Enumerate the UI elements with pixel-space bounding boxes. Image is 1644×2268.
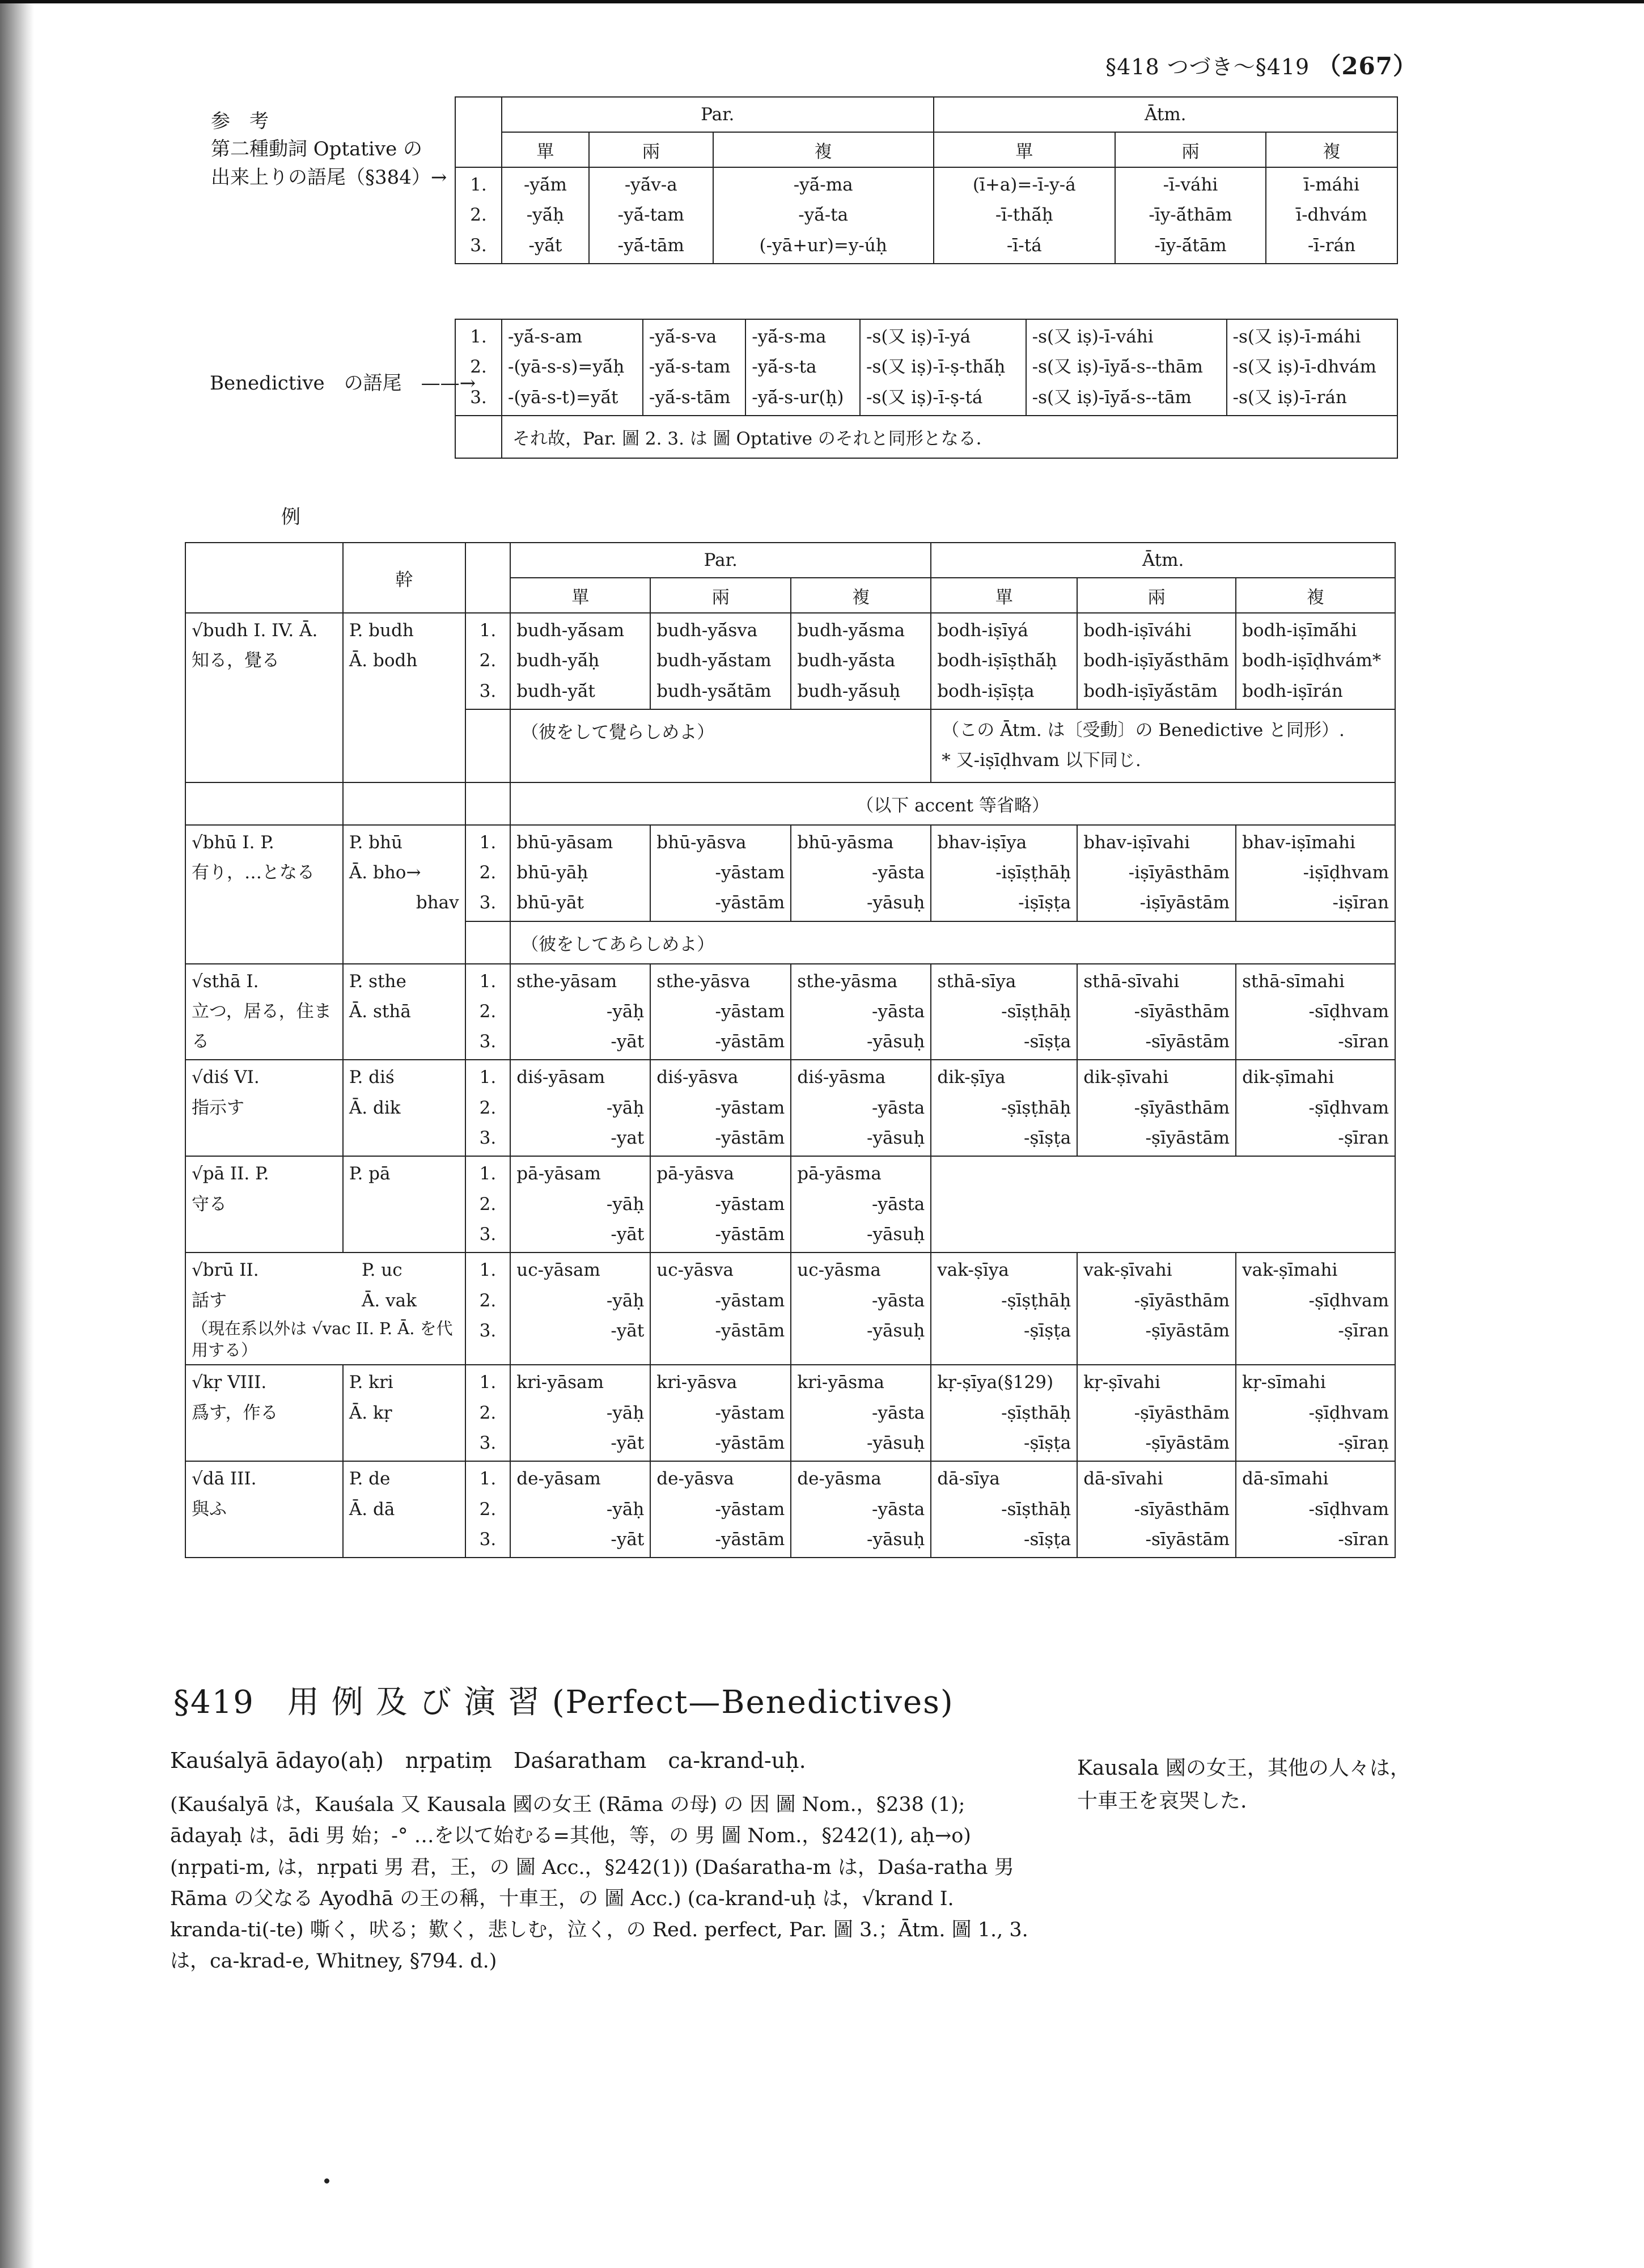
table-cell: bhū-yāsva -yāstam -yāstām — [650, 825, 791, 921]
table-cell: uc-yāsam -yāḥ -yāt — [510, 1253, 650, 1365]
blank-cell — [465, 921, 511, 964]
table-cell: budh-yā́sam budh-yā́ḥ budh-yā́t — [510, 613, 650, 709]
table-cell: sthā-sīya -sīṣṭhāḥ -sīṣṭa — [931, 964, 1077, 1060]
header-section: §418 つづき〜§419 — [1105, 54, 1310, 79]
root-cell: √budh I. IV. Ā. 知る，覺る — [185, 613, 343, 782]
table-cell: -yā́-s-ma -yā́-s-ta -yā́-s-ur(ḥ) — [745, 319, 860, 416]
sg-head: 單 — [510, 578, 650, 613]
pl-head: 複 — [713, 132, 934, 167]
table-cell: bodh-iṣīmā́hi bodh-iṣīḍhvám* bodh-iṣīrán — [1236, 613, 1395, 709]
atm-note: （この Ātm. は〔受動〕の Benedictive と同形）. * 又-iṣīḍhvam 以下同じ. — [931, 709, 1395, 782]
root-cell: √bhū I. P. 有り，…となる — [185, 825, 343, 964]
table-cell: sthā-sīvahi -sīyāsthām -sīyāstām — [1077, 964, 1236, 1060]
example-row-bhu — [185, 825, 1395, 921]
table-cell: budh-yā́sma budh-yā́sta budh-yā́suḥ — [791, 613, 931, 709]
examples-table — [185, 542, 1396, 1558]
table-cell: kri-yāsam -yāḥ -yāt — [510, 1365, 650, 1461]
stem-cell: P. de Ā. dā — [343, 1461, 465, 1558]
pl-head: 複 — [791, 578, 931, 613]
sg-head: 單 — [502, 132, 589, 167]
ref-line-2: 第二種動詞 Optative の — [211, 138, 423, 161]
table-cell: -yā́v-a -yā́-tam -yā́-tām — [589, 167, 713, 264]
example-row-kr — [185, 1365, 1395, 1461]
table-cell: bodh-iṣīyá bodh-iṣīṣthā́ḥ bodh-iṣīṣṭa — [931, 613, 1077, 709]
root-stem-cell — [185, 1253, 465, 1365]
ref-line-3: 出来上りの語尾（§384）→ — [211, 166, 447, 189]
person-numbers: 1. 2. 3. — [455, 319, 502, 416]
table-cell: (ī+a)=-ī-y-á -ī-thā́ḥ -ī-tá — [934, 167, 1115, 264]
root-cell: √sthā I. 立つ，居る，住まる — [185, 964, 343, 1060]
table-cell: kṛ-ṣīya(§129) -ṣīṣthāḥ -ṣīṣṭa — [931, 1365, 1077, 1461]
person-numbers: 1. 2. 3. — [465, 1060, 511, 1156]
top-rule — [0, 0, 1644, 3]
table-cell: bhav-iṣīvahi -iṣīyāsthām -iṣīyāstām — [1077, 825, 1236, 921]
table-cell: bhav-iṣīya -iṣīṣṭhāḥ -iṣīṣṭa — [931, 825, 1077, 921]
table-cell: pā-yāsva -yāstam -yāstām — [650, 1156, 791, 1253]
pl-head: 複 — [1236, 578, 1395, 613]
table-cell: sthā-sīmahi -sīḍhvam -sīran — [1236, 964, 1395, 1060]
page-number: （267） — [1317, 52, 1417, 80]
root-cell: √kṛ VIII. 爲す，作る — [185, 1365, 343, 1461]
table-cell: -yā́-s-va -yā́-s-tam -yā́-s-tām — [643, 319, 745, 416]
person-numbers: 1. 2. 3. — [465, 1156, 511, 1253]
person-numbers: 1. 2. 3. — [465, 613, 511, 709]
table-cell: vak-ṣīmahi -ṣīḍhvam -ṣīran — [1236, 1253, 1395, 1365]
stem-cell: P. diś Ā. dik — [343, 1060, 465, 1156]
table-cell: dā-sīya -sīṣthāḥ -sīṣṭa — [931, 1461, 1077, 1558]
table-cell: uc-yāsma -yāsta -yāsuḥ — [791, 1253, 931, 1365]
table-cell: bhav-iṣīmahi -iṣīḍhvam -iṣīran — [1236, 825, 1395, 921]
du-head: 兩 — [650, 578, 791, 613]
num-head — [465, 543, 511, 613]
table-cell: bhū-yāsma -yāsta -yāsuḥ — [791, 825, 931, 921]
example-row-bru — [185, 1253, 1395, 1365]
sg-head: 單 — [931, 578, 1077, 613]
table-cell: -s(又 iṣ)-ī-váhi -s(又 iṣ)-īyā́-s--thām -s(又 iṣ)-īyā́-s--tām — [1026, 319, 1227, 416]
optative-table — [455, 96, 1398, 264]
reference-label — [211, 108, 447, 192]
table-cell: de-yāsam -yāḥ -yāt — [510, 1461, 650, 1558]
person-numbers: 1. 2. 3. — [465, 825, 511, 921]
example-label: 例 — [281, 506, 300, 528]
accent-note: （以下 accent 等省略） — [510, 782, 1395, 825]
par-note: （彼をして覺らしめよ） — [510, 709, 931, 782]
blank-head — [455, 97, 502, 167]
person-numbers: 1. 2. 3. — [465, 1461, 511, 1558]
pl-head: 複 — [1266, 132, 1397, 167]
person-numbers: 1. 2. 3. — [465, 1253, 511, 1365]
table-cell: diś-yāsma -yāsta -yāsuḥ — [791, 1060, 931, 1156]
table-cell: -yā́m -yā́ḥ -yā́t — [502, 167, 589, 264]
stem-cell: P. sthe Ā. sthā — [343, 964, 465, 1060]
blank-cell — [343, 782, 465, 825]
commentary: (Kauśalyā は，Kauśala 又 Kausala 國の女王 (Rāma の母) の 因 圖 Nom.，§238 (1); ādayaḥ は，ādi 男 始；-° …を以て始むる=其他，等，の 男 圖 Nom.，§242(1), aḥ→o) (nṛpati-m, は，nṛpati 男 君，王，の 圖 Acc.，§242(1)) (Daśaratha-m は，Daśa-ratha 男 Rāma の父なる Ayodhā の王の稱，十車王，の 圖 Acc.) (ca-krand-uḥ は，√krand I. kranda-ti(-te) 嘶く，吠る；歎く，悲しむ，泣く，の Red. perfect, Par. 圖 3.；Ātm. 圖 1., 3. は，ca-krad-e, Whitney, §794. d.) — [170, 1793, 1028, 1973]
table-cell: vak-ṣīvahi -ṣīyāsthām -ṣīyāstām — [1077, 1253, 1236, 1365]
root-cell: √pā II. P. 守る — [185, 1156, 343, 1253]
person-numbers: 1. 2. 3. — [465, 1365, 511, 1461]
stray-dot — [324, 2178, 329, 2184]
example-row-stha — [185, 964, 1395, 1060]
stem-head: 幹 — [343, 543, 465, 613]
table-cell: -ī-váhi -īy-ā́thām -īy-ā́tām — [1115, 167, 1266, 264]
example-row-pa — [185, 1156, 1395, 1253]
par-head: Par. — [502, 97, 934, 132]
par-note: （彼をしてあらしめよ） — [510, 921, 1395, 964]
table-cell: dik-ṣīmahi -ṣīḍhvam -ṣīran — [1236, 1060, 1395, 1156]
ref-line-1: 参 考 — [211, 110, 269, 133]
root-cell: √diś VI. 指示す — [185, 1060, 343, 1156]
table-cell: bhū-yāsam bhū-yāḥ bhū-yāt — [510, 825, 650, 921]
running-header — [1105, 48, 1417, 82]
example-sentence: Kauśalyā ādayo(aḥ) nṛpatiṃ Daśaratham ca-krand-uḥ. — [170, 1748, 806, 1773]
stem-cell: P. pā — [343, 1156, 465, 1253]
table-cell: kṛ-sīmahi -ṣīḍhvam -ṣīraṇ — [1236, 1365, 1395, 1461]
table-cell: uc-yāsva -yāstam -yāstām — [650, 1253, 791, 1365]
root-head — [185, 543, 343, 613]
benedictive-table — [455, 319, 1398, 459]
table-cell: kri-yāsva -yāstam -yāstām — [650, 1365, 791, 1461]
table-cell: kṛ-ṣīvahi -ṣīyāsthām -ṣīyāstām — [1077, 1365, 1236, 1461]
table-cell: dik-ṣīvahi -ṣīyāsthām -ṣīyāstām — [1077, 1060, 1236, 1156]
table-cell: -s(又 iṣ)-ī-máhi -s(又 iṣ)-ī-dhvám -s(又 iṣ)-ī-rán — [1227, 319, 1397, 416]
translation: Kausala 國の女王，其他の人々は，十車王を哀哭した. — [1077, 1757, 1410, 1813]
du-head: 兩 — [1077, 578, 1236, 613]
table-cell: kri-yāsma -yāsta -yāsuḥ — [791, 1365, 931, 1461]
du-head: 兩 — [1115, 132, 1266, 167]
table-cell: -yā́-s-am -(yā-s-s)=yā́ḥ -(yā-s-t)=yā́t — [502, 319, 643, 416]
table-cell: pā-yāsma -yāsta -yāsuḥ — [791, 1156, 931, 1253]
blank-cell — [465, 709, 511, 782]
table-cell: sthe-yāsma -yāsta -yāsuḥ — [791, 964, 931, 1060]
root-cell: √dā III. 與ふ — [185, 1461, 343, 1558]
table-cell: bodh-iṣīváhi bodh-iṣīyā́sthām bodh-iṣīyā́stām — [1077, 613, 1236, 709]
table-cell: dik-ṣīya -ṣīṣṭhāḥ -ṣīṣṭa — [931, 1060, 1077, 1156]
table-cell: dā-sīvahi -sīyāsthām -sīyāstām — [1077, 1461, 1236, 1558]
page-gutter-shadow — [0, 0, 34, 2268]
blank-cell — [185, 782, 343, 825]
blank-cell — [455, 416, 502, 458]
benedictive-note: それ故，Par. 圖 2. 3. は 圖 Optative のそれと同形となる． — [502, 416, 1397, 458]
table-cell: dā-sīmahi -sīḍhvam -sīran — [1236, 1461, 1395, 1558]
empty-atm-cell — [931, 1156, 1395, 1253]
table-cell: de-yāsva -yāstam -yāstām — [650, 1461, 791, 1558]
table-cell: de-yāsma -yāsta -yāsuḥ — [791, 1461, 931, 1558]
suppletion-note: （現在系以外は √vac II. P. Ā. を代用する） — [192, 1318, 453, 1360]
stem-cell: P. budh Ā. bodh — [343, 613, 465, 782]
table-cell: sthe-yāsva -yāstam -yāstām — [650, 964, 791, 1060]
example-row-dis — [185, 1060, 1395, 1156]
blank-cell — [465, 782, 511, 825]
table-cell: -s(又 iṣ)-ī-yá -s(又 iṣ)-ī-ṣ-thā́ḥ -s(又 iṣ)-ī-ṣ-tá — [860, 319, 1026, 416]
stem-cell: P. bhū Ā. bho→ bhav — [343, 825, 465, 964]
atm-head: Ātm. — [934, 97, 1397, 132]
stem-cell: P. uc Ā. vak — [362, 1260, 417, 1311]
table-cell: pā-yāsam -yāḥ -yāt — [510, 1156, 650, 1253]
par-head: Par. — [510, 543, 931, 578]
stem-cell: P. kri Ā. kṛ — [343, 1365, 465, 1461]
person-numbers: 1. 2. 3. — [455, 167, 502, 264]
benedictive-label: Benedictive の語尾 ——→ — [210, 372, 476, 395]
table-cell: sthe-yāsam -yāḥ -yāt — [510, 964, 650, 1060]
example-row-budh — [185, 613, 1395, 709]
table-cell: diś-yāsva -yāstam -yāstām — [650, 1060, 791, 1156]
table-cell: diś-yāsam -yāḥ -yat — [510, 1060, 650, 1156]
table-cell: budh-yā́sva budh-yā́stam budh-ysā́tām — [650, 613, 791, 709]
table-cell: -yā́-ma -yā́-ta (-yā+ur)=y-úḥ — [713, 167, 934, 264]
example-row-da — [185, 1461, 1395, 1558]
du-head: 兩 — [589, 132, 713, 167]
section-heading: §419 用 例 及 び 演 習 (Perfect—Benedictives) — [173, 1684, 954, 1721]
person-numbers: 1. 2. 3. — [465, 964, 511, 1060]
sg-head: 單 — [934, 132, 1115, 167]
atm-head: Ātm. — [931, 543, 1395, 578]
table-cell: vak-ṣīya -ṣīṣṭhāḥ -ṣīṣṭa — [931, 1253, 1077, 1365]
root-cell: √brū II. 話す — [192, 1260, 259, 1311]
table-cell: ī-máhi ī-dhvám -ī-rán — [1266, 167, 1397, 264]
